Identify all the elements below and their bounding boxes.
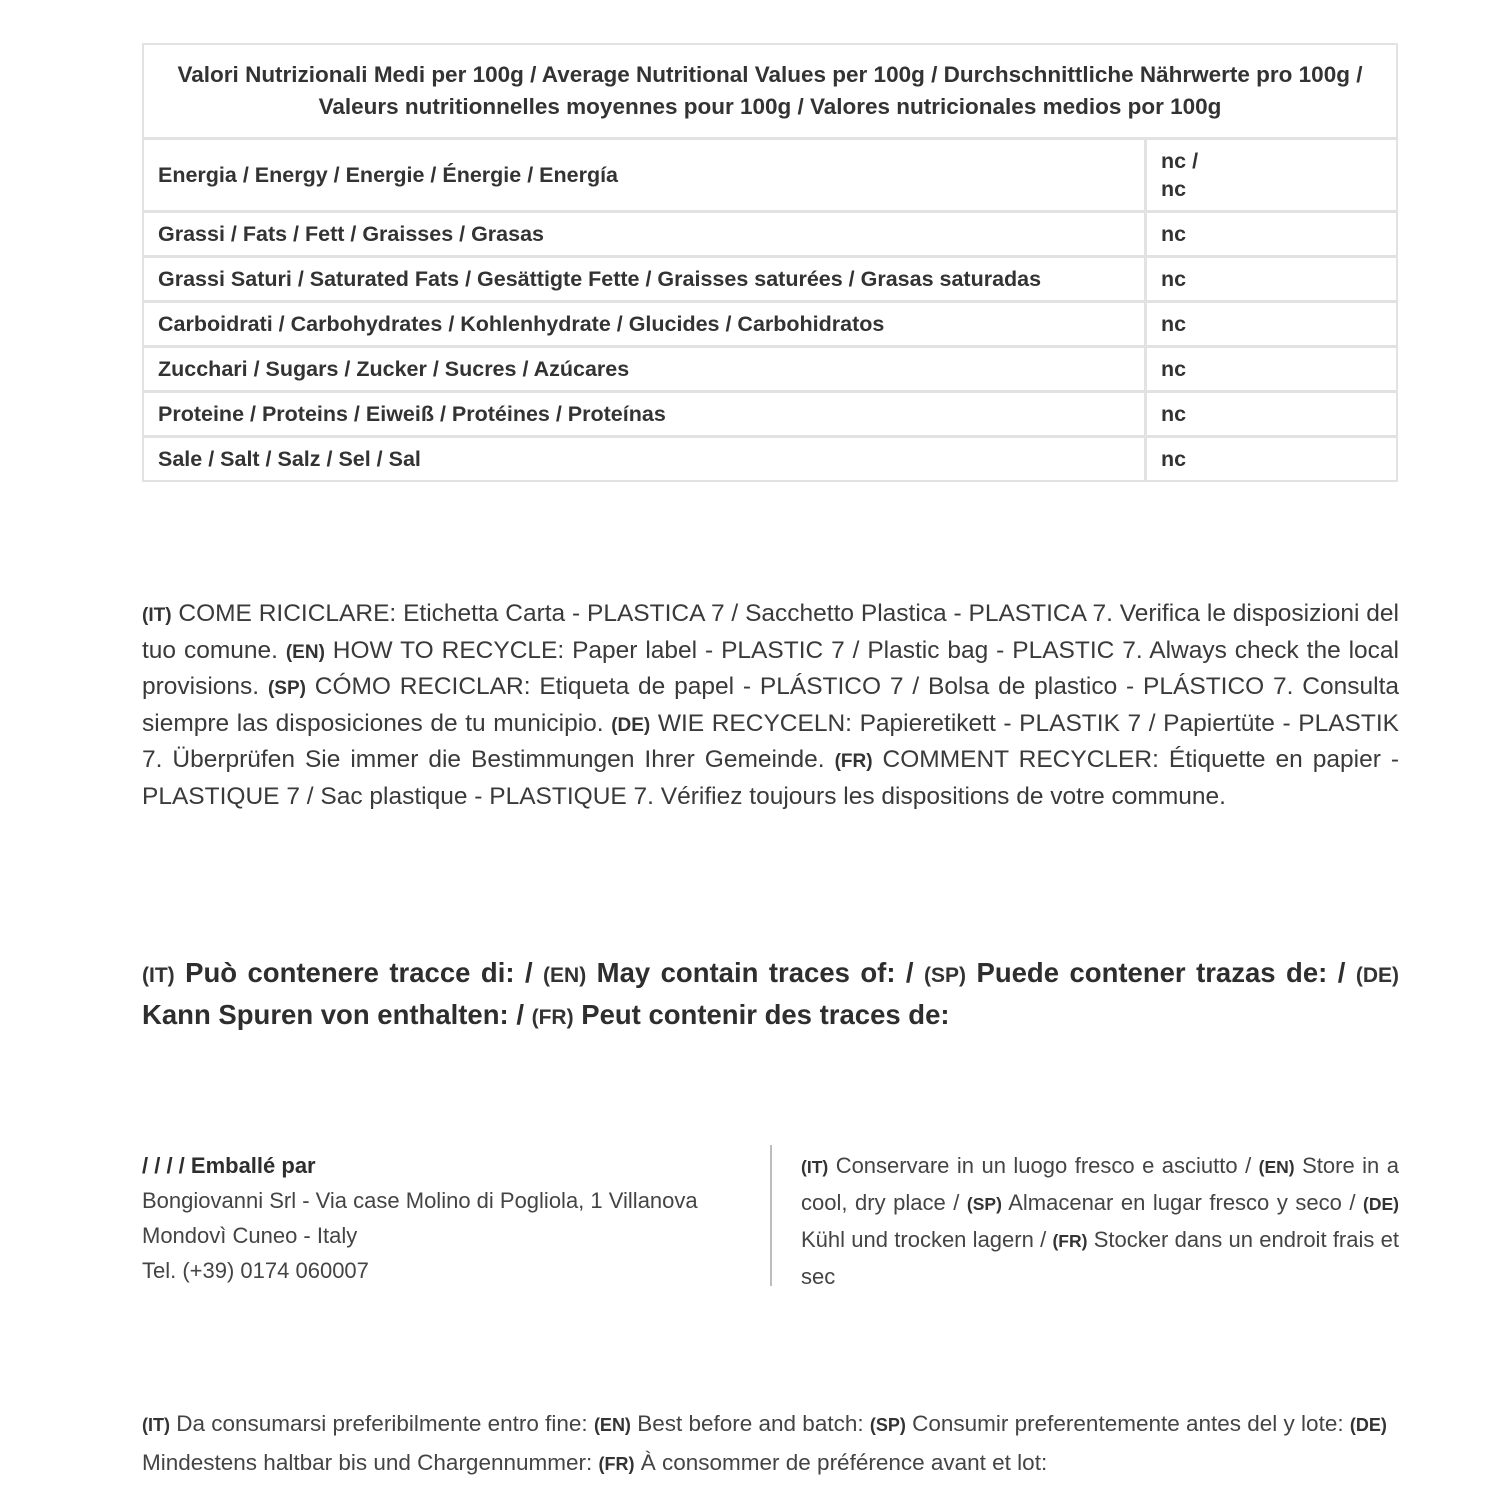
nutrient-value: nc [1161, 357, 1187, 381]
traces-text-en: May contain traces of: / [586, 957, 925, 988]
lang-tag-sp: (SP) [267, 678, 306, 699]
nutrient-value: nc [1161, 447, 1187, 471]
nutrient-value-line1: nc / [1161, 149, 1199, 173]
nutrient-label: Energia / Energy / Energie / Énergie / Energía [144, 140, 1147, 210]
nutrient-label: Proteine / Proteins / Eiweiß / Protéines / Proteínas [144, 393, 1147, 435]
best-before-text-sp: Consumir preferentemente antes del y lote: [905, 1411, 1350, 1436]
traces-text-de: Kann Spuren von enthalten: / [142, 999, 532, 1030]
column-divider [770, 1145, 772, 1286]
lang-tag-en: (EN) [285, 641, 325, 663]
lang-tag-fr: (FR) [598, 1454, 635, 1474]
lang-tag-it: (IT) [142, 605, 172, 626]
traces-text-fr: Peut contenir des traces de: [573, 999, 950, 1030]
lang-tag-it: (IT) [142, 964, 175, 987]
storage-text-de: Kühl und trocken lagern / [801, 1227, 1053, 1252]
lang-tag-de: (DE) [611, 714, 651, 736]
nutrient-label: Zucchari / Sugars / Zucker / Sucres / Azúcares [144, 348, 1147, 390]
allergen-traces-statement [142, 953, 1399, 1037]
address-line-2: Mondovì Cuneo - Italy [142, 1223, 358, 1248]
recycle-text-de: WIE RECYCELN: Papieretikett - PLASTIK 7 / Papiertüte - PLASTIK 7. Überprüfen Sie immer die Bestimmungen Ihrer Gemeinde. [142, 709, 1399, 773]
nutrition-row-carbohydrates [144, 303, 1396, 348]
nutrition-table-header [144, 45, 1396, 140]
nutrient-label: Grassi / Fats / Fett / Graisses / Grasas [144, 213, 1147, 255]
storage-text-en: Store in a cool, dry place / [801, 1153, 1399, 1215]
nutrient-value: nc [1161, 222, 1187, 246]
best-before-text-fr: À consommer de préférence avant et lot: [634, 1450, 1048, 1475]
recycle-text-en: HOW TO RECYCLE: Paper label - PLASTIC 7 / Plastic bag - PLASTIC 7. Always check the local provisions. [142, 636, 1399, 700]
nutrient-label: Grassi Saturi / Saturated Fats / Gesättigte Fette / Graisses saturées / Grasas saturadas [144, 258, 1147, 300]
best-before-statement [142, 1405, 1399, 1483]
recycle-text-fr: COMMENT RECYCLER: Étiquette en papier - PLASTIQUE 7 / Sac plastique - PLASTIQUE 7. Vérifiez toujours les dispositions de votre commune. [142, 746, 1400, 810]
lang-tag-de: (DE) [1355, 964, 1399, 987]
lang-tag-fr: (FR) [531, 1006, 574, 1029]
nutrition-row-fats [144, 213, 1396, 258]
lang-tag-sp: (SP) [869, 1415, 906, 1435]
packer-info [142, 1148, 742, 1288]
lang-tag-en: (EN) [593, 1415, 631, 1435]
nutrient-value: nc [1161, 267, 1187, 291]
storage-instructions [801, 1148, 1399, 1294]
best-before-text-it: Da consumarsi preferibilmente entro fine: [169, 1411, 594, 1436]
phone-number: Tel. (+39) 0174 060007 [142, 1258, 369, 1283]
nutrition-header-text: Valori Nutrizionali Medi per 100g / Average Nutritional Values per 100g / Durchschnittliche Nährwerte pro 100g / Valeurs nutritionnelles moyennes pour 100g / Valores nutricionales medios por 100g [177, 62, 1363, 119]
nutrient-value: nc [1161, 312, 1187, 336]
nutrient-value-line2: nc [1161, 177, 1187, 201]
traces-text-it: Può contenere tracce di: / [174, 957, 544, 988]
nutrition-row-saturated-fats [144, 258, 1396, 303]
nutrition-row-salt [144, 438, 1396, 480]
storage-text-fr: Stocker dans un endroit frais et sec [801, 1227, 1399, 1289]
storage-text-sp: Almacenar en lugar fresco y seco / [1001, 1190, 1364, 1215]
nutrient-value: nc [1161, 402, 1187, 426]
lang-tag-fr: (FR) [834, 751, 873, 772]
storage-text-it: Conservare in un luogo fresco e asciutto / [828, 1153, 1259, 1178]
recycling-instructions [142, 597, 1399, 814]
lang-tag-de: (DE) [1363, 1194, 1399, 1214]
lang-tag-en: (EN) [1258, 1157, 1295, 1177]
lang-tag-en: (EN) [543, 964, 587, 987]
packed-by-label: / / / / Emballé par [142, 1153, 316, 1178]
nutrient-value [1147, 140, 1396, 210]
lang-tag-it: (IT) [142, 1415, 170, 1435]
traces-text-sp: Puede contener trazas de: / [966, 957, 1356, 988]
address-line-1: Bongiovanni Srl - Via case Molino di Pogliola, 1 Villanova [142, 1188, 698, 1213]
nutrition-row-energy [144, 140, 1396, 213]
best-before-text-de: Mindestens haltbar bis und Chargennummer: [142, 1450, 599, 1475]
lang-tag-sp: (SP) [924, 964, 967, 987]
recycle-text-it: COME RICICLARE: Etichetta Carta - PLASTICA 7 / Sacchetto Plastica - PLASTICA 7. Verifica le disposizioni del tuo comune. [142, 600, 1399, 664]
nutrient-label: Sale / Salt / Salz / Sel / Sal [144, 438, 1147, 480]
lang-tag-it: (IT) [801, 1157, 829, 1177]
lang-tag-sp: (SP) [966, 1194, 1002, 1214]
lang-tag-de: (DE) [1349, 1415, 1387, 1435]
lang-tag-fr: (FR) [1052, 1231, 1088, 1251]
nutrition-table [142, 43, 1398, 482]
best-before-text-en: Best before and batch: [630, 1411, 870, 1436]
recycle-text-sp: CÓMO RECICLAR: Etiqueta de papel - PLÁSTICO 7 / Bolsa de plastico - PLÁSTICO 7. Consulta siempre las disposiciones de tu municipio. [142, 673, 1399, 737]
nutrient-label: Carboidrati / Carbohydrates / Kohlenhydrate / Glucides / Carbohidratos [144, 303, 1147, 345]
nutrition-row-proteins [144, 393, 1396, 438]
nutrition-row-sugars [144, 348, 1396, 393]
